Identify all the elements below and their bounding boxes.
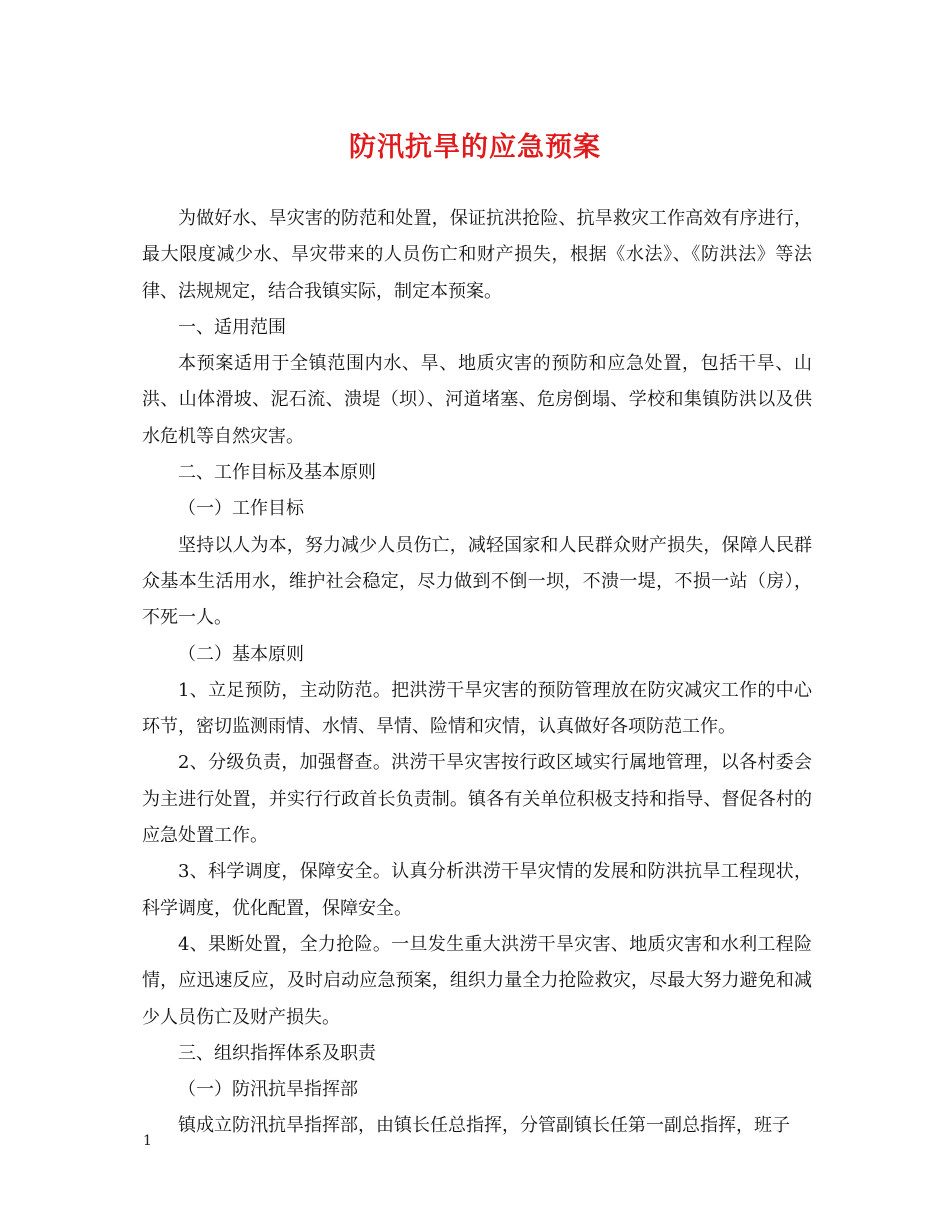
paragraph-principle-3: 3、科学调度，保障安全。认真分析洪涝干旱灾情的发展和防洪抗旱工程现状，科学调度，优化配置，保障安全。	[142, 861, 812, 919]
page-number: 1	[143, 1133, 152, 1149]
paragraph-principle-2: 2、分级负责，加强督查。洪涝干旱灾害按行政区域实行属地管理，以各村委会为主进行处置，并实行行政首长负责制。镇各有关单位积极支持和指导、督促各村的应急处置工作。	[142, 752, 812, 847]
document-title: 防汛抗旱的应急预案	[349, 132, 601, 163]
paragraph-goals: 坚持以人为本，努力减少人员伤亡，减轻国家和人民群众财产损失，保障人民群众基本生活用水，维护社会稳定，尽力做到不倒一坝，不溃一堤，不损一站（房），不死一人。	[142, 534, 812, 629]
subsection-heading-principles: （二）基本原则	[178, 643, 304, 665]
document-body	[142, 201, 812, 1145]
subsection-heading-goals: （一）工作目标	[178, 498, 304, 520]
paragraph-principle-4: 4、果断处置，全力抢险。一旦发生重大洪涝干旱灾害、地质灾害和水利工程险情，应迅速反应，及时启动应急预案，组织力量全力抢险救灾，尽最大努力避免和减少人员伤亡及财产损失。	[142, 933, 812, 1028]
paragraph-command: 镇成立防汛抗旱指挥部，由镇长任总指挥，分管副镇长任第一副总指挥，班子	[178, 1115, 790, 1137]
section-heading-goals: 二、工作目标及基本原则	[178, 462, 376, 484]
paragraph-scope: 本预案适用于全镇范围内水、旱、地质灾害的预防和应急处置，包括干旱、山洪、山体滑坡、泥石流、溃堤（坝）、河道堵塞、危房倒塌、学校和集镇防洪以及供水危机等自然灾害。	[142, 353, 812, 447]
paragraph-principle-1: 1、立足预防，主动防范。把洪涝干旱灾害的预防管理放在防灾减灾工作的中心环节，密切监测雨情、水情、旱情、险情和灾情，认真做好各项防范工作。	[142, 679, 812, 738]
paragraph-intro: 为做好水、旱灾害的防范和处置，保证抗洪抢险、抗旱救灾工作高效有序进行，最大限度减少水、旱灾带来的人员伤亡和财产损失，根据《水法》、《防洪法》等法律、法规规定，结合我镇实际，制定本预案。	[142, 208, 812, 302]
subsection-heading-command: （一）防汛抗旱指挥部	[178, 1079, 358, 1101]
section-heading-scope: 一、适用范围	[178, 316, 286, 338]
section-heading-organization: 三、组织指挥体系及职责	[178, 1042, 376, 1064]
